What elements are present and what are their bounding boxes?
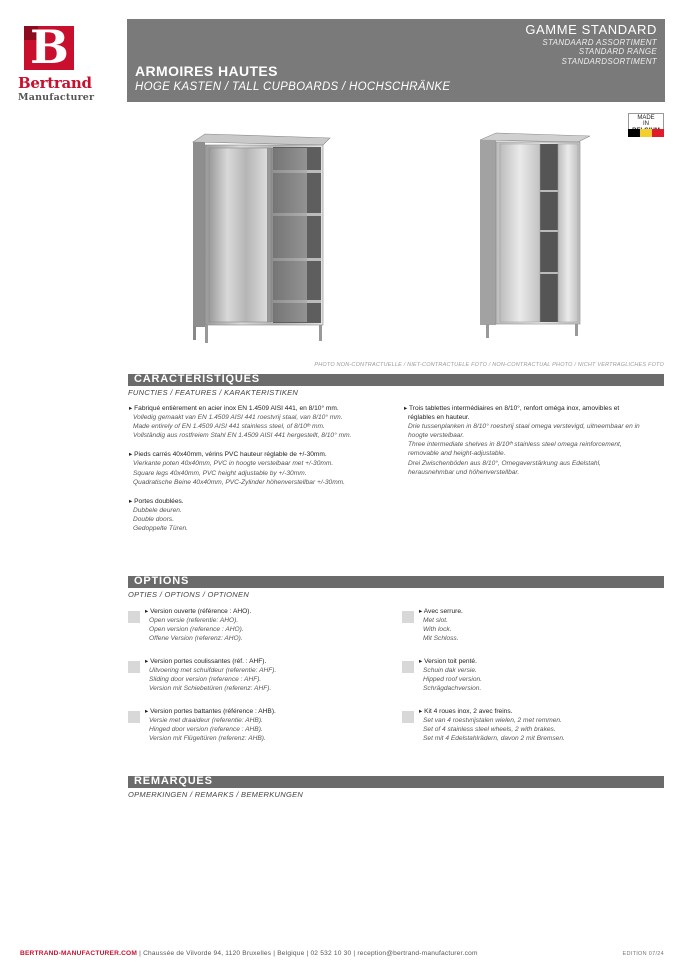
logo-name: Bertrand	[18, 74, 92, 92]
footer-contact	[20, 950, 478, 957]
range-translations: STANDAARD ASSORTIMENT STANDARD RANGE STANDARDSORTIMENT	[542, 38, 657, 66]
logo-sub: Manufacturer	[18, 92, 95, 103]
features-subheading: FUNCTIES / FEATURES / KARAKTERISTIKEN	[128, 388, 299, 397]
option-item-ahb[interactable]: ▸ Version portes battantes (référence : AHB). Versie met draaideur (referentie: AHB). Hinged door version (reference : AHB). Version mit Flügeltüren (referenz: AHB).	[128, 707, 368, 751]
feature-item: ▸ Portes doublées. Dubbele deuren. Double doors. Gedoppelte Türen.	[129, 497, 188, 533]
option-item-roof[interactable]: ▸ Version toit penté. Schuin dak versie. Hipped roof version. Schrägdachversion.	[402, 657, 642, 701]
option-checkbox[interactable]	[128, 611, 140, 623]
features-heading: CARACTÉRISTIQUES	[128, 374, 664, 386]
photo-caption: PHOTO NON-CONTRACTUELLE / NIET-CONTRACTUELE FOTO / NON-CONTRACTUAL PHOTO / NICHT VERTRAGLICHES FOTO	[314, 362, 664, 368]
logo-mark	[24, 20, 74, 74]
option-item-lock[interactable]: ▸ Avec serrure. Met slot. With lock. Mit Schloss.	[402, 607, 642, 651]
footer-website-link[interactable]: BERTRAND-MANUFACTURER.COM	[20, 950, 138, 957]
page-subtitle: HOGE KASTEN / TALL CUPBOARDS / HOCHSCHRÄNKE	[135, 81, 451, 93]
belgium-flag-icon	[628, 129, 664, 137]
option-checkbox[interactable]	[402, 661, 414, 673]
edition-label: EDITION 07/24	[622, 951, 664, 957]
features-right-column	[404, 404, 668, 487]
header-banner	[127, 19, 665, 102]
option-item-aho[interactable]: ▸ Version ouverte (référence : AHO). Open versie (referentie: AHO). Open version (reference : AHO). Offene Version (referenz: AHO).	[128, 607, 368, 651]
range-label: GAMME STANDARD	[525, 22, 657, 37]
option-checkbox[interactable]	[128, 711, 140, 723]
cabinet-photo-open	[185, 130, 335, 345]
made-in-badge: MADE IN	[628, 113, 664, 137]
feature-item: ▸ Trois tablettes intermédiaires en 8/10°, renfort oméga inox, amovibles et réglables en hauteur. Drie tussenplanken in 8/10° roestvrij staal omega verstevigd, uitneembaar en in hoogte verstelbaar. Three intermediate shelves in 8/10ᵗʰ stainless steel omega reinforcement, removable and height-adjustable. Drei Zwischenböden aus 8/10°, Omegaverstärkung aus Edelstahl, herausnehmbar und höhenverstellbar.	[404, 405, 640, 476]
logo-letter: B	[30, 20, 69, 74]
feature-item: ▸ Fabriqué entièrement en acier inox EN 1.4509 AISI 441, en 8/10° mm. Volledig gemaakt van EN 1.4509 AISI 441 roestvrij staal, van 8/10° mm. Made entirely of EN 1.4509 AISI 441 stainless steel, of 8/10ᵗʰ mm. Vollständig aus rostfreiem Stahl EN 1.4509 AISI 441 hergestellt, 8/10° mm.	[129, 405, 352, 440]
option-checkbox[interactable]	[402, 711, 414, 723]
footer-address: | Chaussée de Vilvorde 94, 1120 Bruxelles | Belgique | 02 532 10 30 | reception@bertrand-manufacturer.com	[137, 950, 478, 957]
features-left-column	[129, 404, 394, 543]
option-checkbox[interactable]	[402, 611, 414, 623]
option-checkbox[interactable]	[128, 661, 140, 673]
remarks-subheading: OPMERKINGEN / REMARKS / BEMERKUNGEN	[128, 790, 304, 799]
page-title: ARMOIRES HAUTES	[135, 63, 278, 79]
option-item-ahf[interactable]: ▸ Version portes coulissantes (réf. : AHF). Uitvoering met schuifdeur (referentie: AHF). Sliding door version (reference : AHF). Version mit Schiebetüren (referenz: AHF).	[128, 657, 368, 701]
bertrand-logo	[14, 20, 95, 108]
feature-item: ▸ Pieds carrés 40x40mm, vérins PVC hauteur réglable de +/-30mm. Vierkante poten 40x40mm, PVC in hoogte verstelbaar met +/-30mm. Square legs 40x40mm, PVC height adjustable by +/-30mm. Quadratische Beine 40x40mm, PVC-Zylinder höhenverstellbar +/-30mm.	[129, 451, 346, 486]
cabinet-photo-closed	[478, 130, 596, 340]
options-subheading: OPTIES / OPTIONS / OPTIONEN	[128, 590, 250, 599]
remarks-heading: REMARQUES	[128, 776, 664, 788]
options-heading: OPTIONS	[128, 576, 664, 588]
option-item-wheels[interactable]: ▸ Kit 4 roues inox, 2 avec freins. Set van 4 roestvrijstalen wielen, 2 met remmen. Set of 4 stainless steel wheels, 2 with brakes. Set mit 4 Edelstahlrädern, davon 2 mit Bremsen.	[402, 707, 664, 751]
